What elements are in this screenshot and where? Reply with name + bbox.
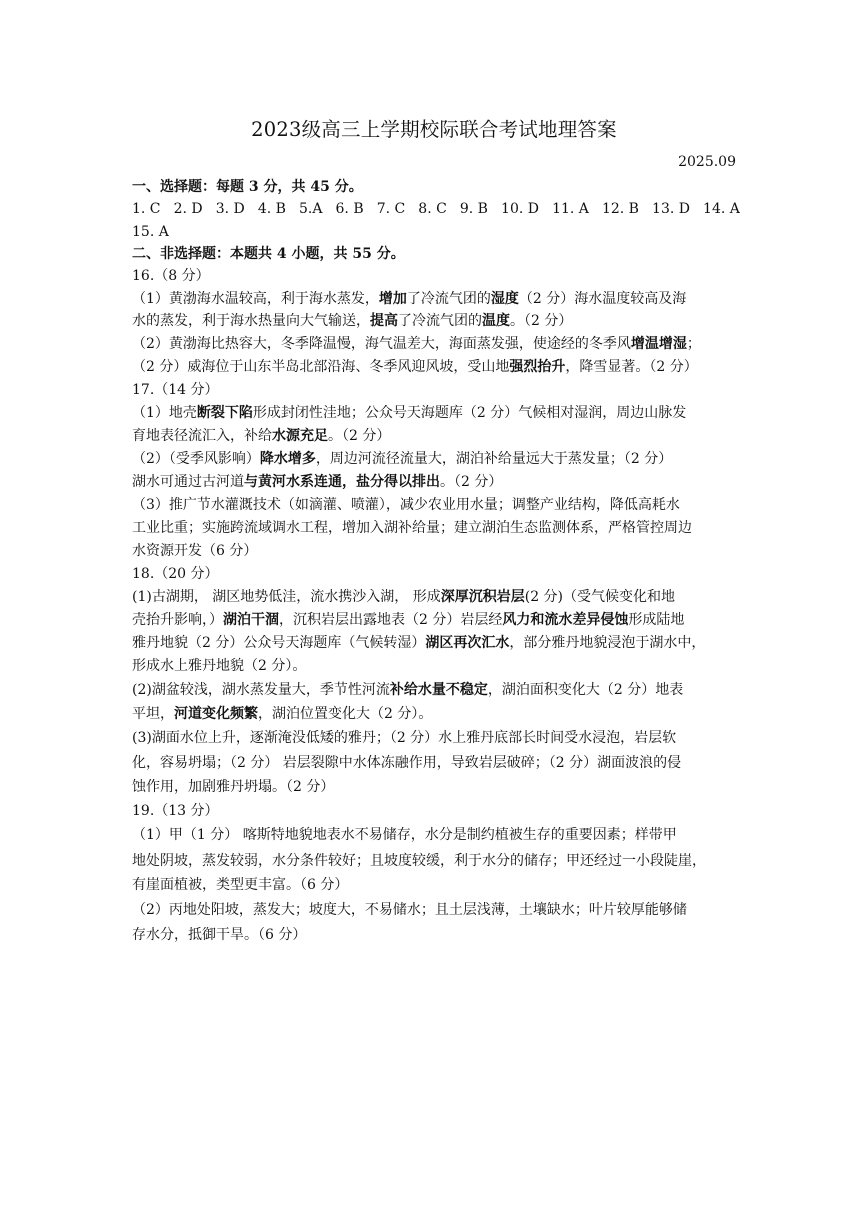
q17-p3-line3: 水资源开发（6 分） [132,543,258,559]
choice-answer: 2. D [173,201,203,217]
q18-p3-line3: 蚀作用，加剧雅丹坍塌。（2 分） [132,779,335,795]
q19-p2-line1: （2）丙地处阳坡，蒸发大；坡度大，不易储水；且土层浅薄，土壤缺水；叶片较厚能够储 [132,902,687,918]
q17-p2-line2: 湖水可通过古河道与黄河水系连通，盐分得以排出。（2 分） [132,474,503,490]
q18-p1-line2: 壳抬升影响，）湖泊干涸，沉积岩层出露地表（2 分）岩层经风力和流水差异侵蚀形成陆地 [132,612,685,628]
q18-label: 18.（20 分） [132,566,219,582]
q18-p2-line2: 平坦，河道变化频繁，湖泊位置变化大（2 分）。 [132,706,433,722]
document-date: 2025.09 [678,154,736,170]
q16-label: 16.（8 分） [132,268,210,284]
q17-p2-line1: （2）（受季风影响）降水增多，周边河流径流量大，湖泊补给量远大于蒸发量；（2 分） [132,451,673,467]
q19-p1-line2: 地处阴坡，蒸发较弱，水分条件较好；且坡度较缓，利于水分的储存；甲还经过一小段陡崖， [132,853,706,869]
choice-answer: 6. B [335,201,364,217]
choice-answer: 7. C [376,201,406,217]
q16-p1-line2: 水的蒸发，利于海水热量向大气输送，提高了冷流气团的温度。（2 分） [132,313,573,329]
q19-label: 19.（13 分） [132,803,219,819]
choice-answers-row [132,198,742,220]
q17-p3-line1: （3）推广节水灌溉技术（如滴灌、喷灌），减少农业用水量；调整产业结构，降低高耗水 [132,497,680,513]
choice-answer: 13. D [652,201,690,217]
q18-p2-line1: (2)湖盆较浅，湖水蒸发量大，季节性河流补给水量不稳定，湖泊面积变化大（2 分）地表 [132,682,684,698]
q19-p2-line2: 存水分，抵御干旱。（6 分） [132,927,307,943]
section1-heading: 一、选择题：每题 3 分，共 45 分。 [132,179,363,195]
q17-p1-line1: （1）地壳断裂下陷形成封闭性洼地；公众号天海题库（2 分）气候相对湿润，周边山脉发 [132,405,687,421]
q18-p3-line1: (3)湖面水位上升，逐渐淹没低矮的雅丹；（2 分）水上雅丹底部长时间受水浸泡，岩层软 [132,730,677,746]
choice-answer: 9. B [459,201,488,217]
choice-answer: 12. B [601,201,639,217]
q17-p1-line2: 育地表径流汇入，补给水源充足。（2 分） [132,428,391,444]
choice-answer: 14. A [703,201,740,217]
choice-answer: 3. D [215,201,245,217]
q16-p2-line1: （2）黄渤海比热容大，冬季降温慢，海气温差大，海面蒸发强，使途经的冬季风增温增湿； [132,336,701,352]
q18-p1-line3: 雅丹地貌（2 分）公众号天海题库（气候转湿）湖区再次汇水，部分雅丹地貌浸泡于湖水中， [132,635,706,651]
q18-p1-line4: 形成水上雅丹地貌（2 分）。 [132,658,307,674]
choice-answer: 5.A [298,201,323,217]
choice-answer: 11. A [552,201,589,217]
choice-answer: 10. D [501,201,539,217]
choice-answers-list [132,198,740,220]
q17-p3-line2: 工业比重；实施跨流域调水工程，增加入湖补给量；建立湖泊生态监测体系，严格管控周边 [132,520,692,536]
q16-p2-line2: （2 分）威海位于山东半岛北部沿海、冬季风迎风坡，受山地强烈抬升，降雪显著。（2 分） [132,359,698,375]
q19-p1-line3: 有崖面植被，类型更丰富。（6 分） [132,877,349,893]
q19-p1-line1: （1）甲（1 分） 喀斯特地貌地表水不易储存，水分是制约植被生存的重要因素；样带甲 [132,827,677,843]
q17-label: 17.（14 分） [132,382,219,398]
choice-answer: 1. C [132,201,161,217]
document-title: 2023级高三上学期校际联合考试地理答案 [251,118,617,141]
choice-answer: 8. C [418,201,447,217]
choice-answer-last: 15. A [132,224,169,240]
q16-p1-line1: （1）黄渤海水温较高，利于海水蒸发，增加了冷流气团的湿度（2 分）海水温度较高及海 [132,291,687,307]
q18-p1-line1: (1)古湖期， 湖区地势低洼，流水携沙入湖， 形成深厚沉积岩层(2 分)（受气候变化和地 [132,589,676,605]
q18-p3-line2: 化，容易坍塌；（2 分） 岩层裂隙中水体冻融作用，导致岩层破碎；（2 分）湖面波浪的侵 [132,755,682,771]
choice-answer: 4. B [257,201,286,217]
section2-heading: 二、非选择题：本题共 4 小题，共 55 分。 [132,246,405,262]
